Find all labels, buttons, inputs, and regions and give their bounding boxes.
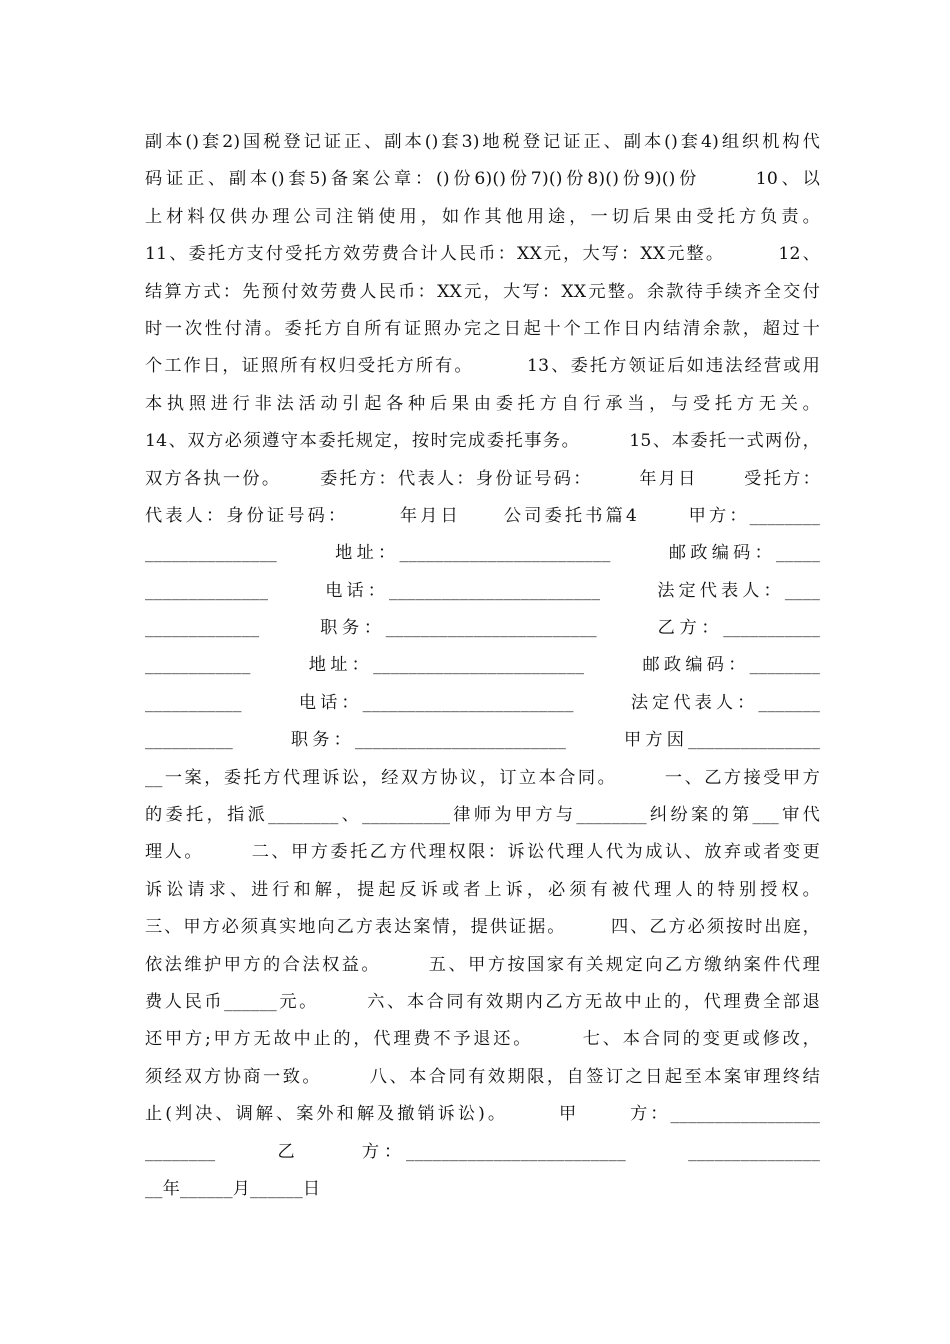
text-line: __________ 职务：________________________ 甲方因_______________ xyxy=(145,730,820,751)
text-line: __一案，委托方代理诉讼，经双方协议，订立本合同。 一、乙方接受甲方 xyxy=(145,767,820,788)
text-line: 副本()套2)国税登记证正、副本()套3)地税登记证正、副本()套4)组织机构代 xyxy=(145,132,820,152)
text-line: 码证正、副本()套5)备案公章：()份6)()份7)()份8)()份9)()份 10、以 xyxy=(145,169,820,190)
text-line: 费人民币______元。 六、本合同有效期内乙方无故中止的，代理费全部退 xyxy=(145,991,820,1012)
text-line: _______________ 地址：________________________ 邮政编码：_____ xyxy=(145,543,820,564)
text-line: 上材料仅供办理公司注销使用，如作其他用途，一切后果由受托方负责。 xyxy=(145,206,820,227)
text-line: ____________ 地址：________________________ 邮政编码：________ xyxy=(145,655,820,676)
document-body xyxy=(145,124,820,1208)
text-line: 本执照进行非法活动引起各种后果由委托方自行承当，与受托方无关。 xyxy=(145,393,820,414)
text-line: _____________ 职务：________________________ 乙方：___________ xyxy=(145,618,820,639)
text-line: 14、双方必须遵守本委托规定，按时完成委托事务。 15、本委托一式两份， xyxy=(145,431,820,452)
text-line: ___________ 电话：________________________ 法定代表人：_______ xyxy=(145,692,820,713)
date-line: __年______月______日 xyxy=(145,1178,321,1199)
text-line: 三、甲方必须真实地向乙方表达案情，提供证据。 四、乙方必须按时出庭， xyxy=(145,917,820,938)
text-line: 诉讼请求、进行和解，提起反诉或者上诉，必须有被代理人的特别授权。 xyxy=(145,879,820,900)
text-line: 的委托，指派________、__________律师为甲方与________纠纷案的第___审代 xyxy=(145,805,820,826)
text-line: 止(判决、调解、案外和解及撤销诉讼)。 甲 方：_________________ xyxy=(145,1104,820,1125)
text-line: ________ 乙 方：_________________________ _______________ xyxy=(145,1141,820,1162)
text-line: 个工作日，证照所有权归受托方所有。 13、委托方领证后如违法经营或用 xyxy=(145,356,820,377)
text-line: 依法维护甲方的合法权益。 五、甲方按国家有关规定向乙方缴纳案件代理 xyxy=(145,954,820,975)
text-line: 双方各执一份。 委托方：代表人：身份证号码： 年月日 受托方： xyxy=(145,468,820,489)
text-line: 理人。 二、甲方委托乙方代理权限：诉讼代理人代为成认、放弃或者变更 xyxy=(145,842,820,863)
text-line: 11、委托方支付受托方效劳费合计人民币：XX元，大写：XX元整。 12、 xyxy=(145,244,820,265)
text-line: ______________ 电话：________________________ 法定代表人：____ xyxy=(145,580,820,601)
text-line: 时一次性付清。委托方自所有证照办完之日起十个工作日内结清余款，超过十 xyxy=(145,318,820,339)
text-line: 须经双方协商一致。 八、本合同有效期限，自签订之日起至本案审理终结 xyxy=(145,1066,820,1087)
text-line: 代表人：身份证号码： 年月日 公司委托书篇4 甲方：________ xyxy=(145,505,820,526)
text-line: 还甲方;甲方无故中止的，代理费不予退还。 七、本合同的变更或修改， xyxy=(145,1029,820,1050)
text-line: 结算方式：先预付效劳费人民币：XX元，大写：XX元整。余款待手续齐全交付 xyxy=(145,281,820,302)
